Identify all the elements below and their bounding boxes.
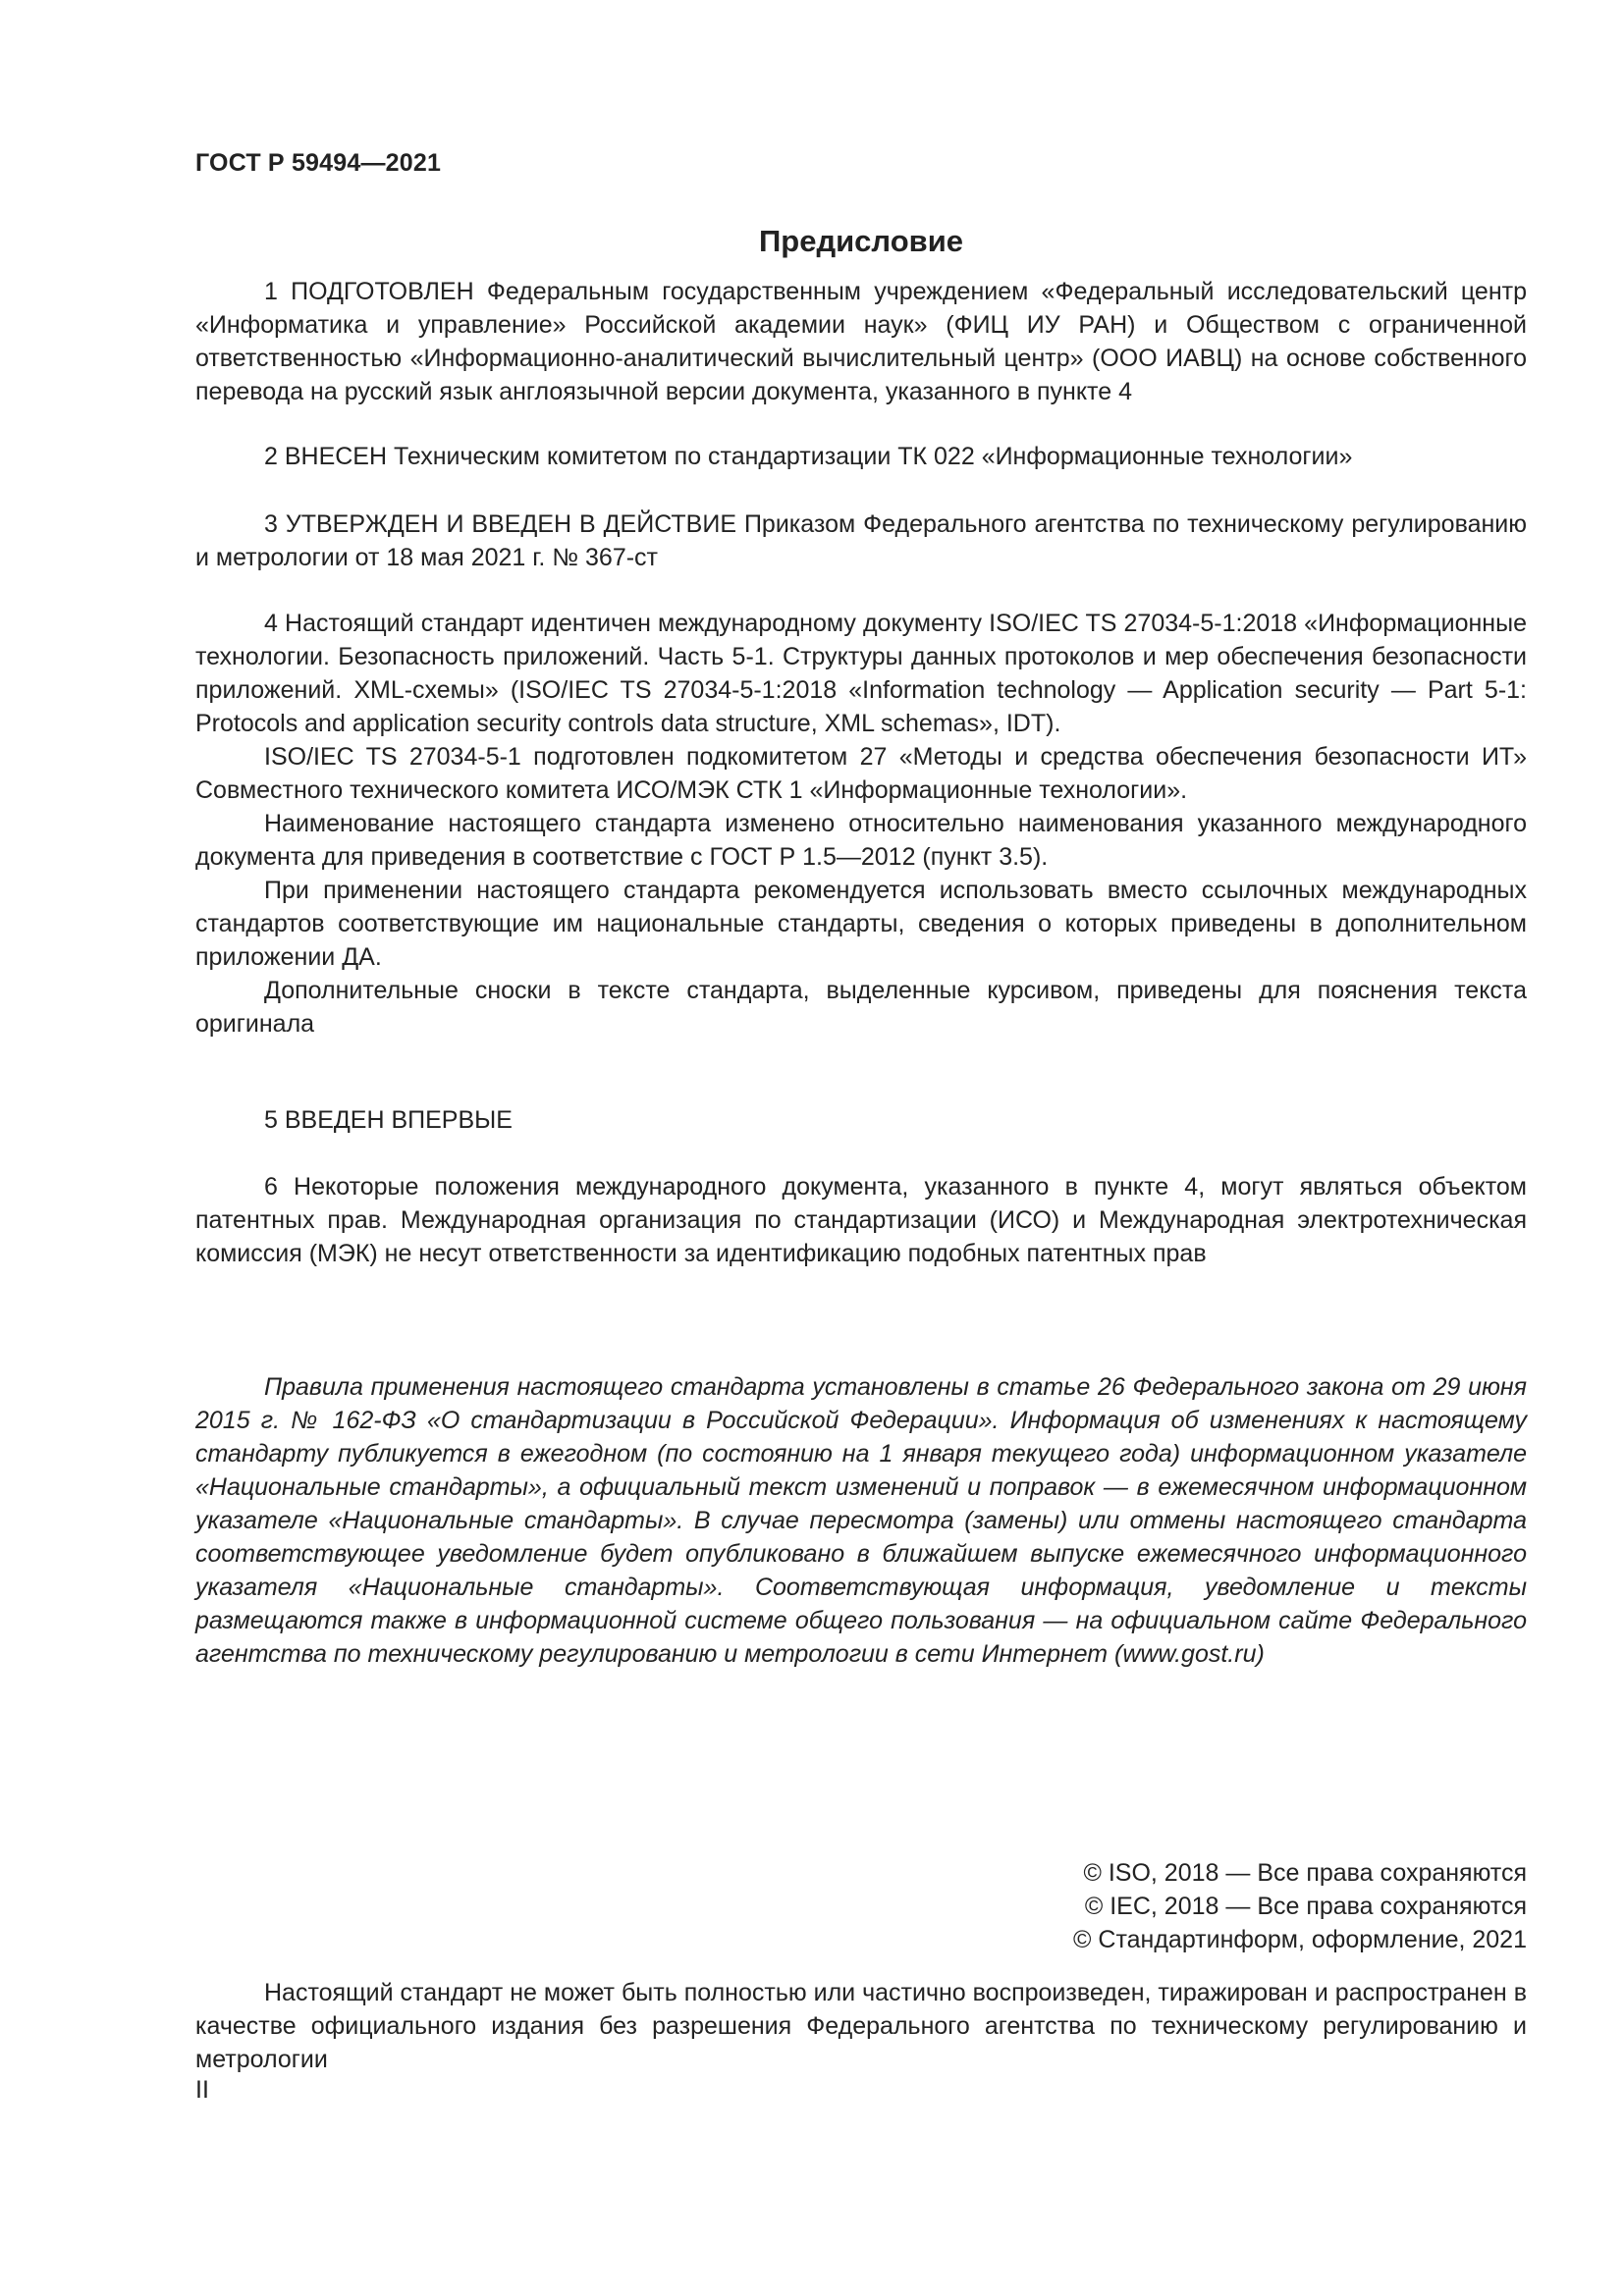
foreword-item-6 (195, 1170, 1527, 1270)
foreword-item-4 (195, 607, 1527, 1041)
page-number: II (195, 2076, 209, 2104)
paragraph: При применении настоящего стандарта рекомендуется использовать вместо ссылочных международных стандартов соответствующие им национальные стандарты, сведения о которых приведены в дополнительном приложении ДА. (195, 877, 1527, 971)
paragraph: Настоящий стандарт не может быть полностью или частично воспроизведен, тиражирован и распространен в качестве официального издания без разрешения Федерального агентства по техническому регулированию и метрологии (195, 1979, 1527, 2073)
foreword-item-1 (195, 275, 1527, 408)
foreword-item-2 (195, 440, 1527, 473)
paragraph: ISO/IEC TS 27034-5-1 подготовлен подкомитетом 27 «Методы и средства обеспечения безопасности ИТ» Совместного технического комитета ИСО/МЭК СТК 1 «Информационные технологии». (195, 743, 1527, 804)
document-page (195, 0, 1527, 2296)
copyright-line: © IEC, 2018 — Все права сохраняются (1084, 1893, 1527, 1920)
copyright-block (1073, 1856, 1527, 1956)
page-title: Предисловие (758, 224, 963, 258)
foreword-item-3 (195, 507, 1527, 574)
foreword-item-5 (195, 1103, 1527, 1137)
paragraph: Дополнительные сноски в тексте стандарта, выделенные курсивом, приведены для пояснения текста оригинала (195, 977, 1527, 1038)
reproduction-notice (195, 1976, 1527, 2076)
paragraph: Правила применения настоящего стандарта установлены в статье 26 Федерального закона от 29 июня 2015 г. № 162-ФЗ «О стандартизации в Российской Федерации». Информация об изменениях к настоящему стандарту публикуется в ежегодном (по состоянию на 1 января текущего года) информационном указателе «Национальные стандарты», а официальный текст изменений и поправок — в ежемесячном информационном указателе «Национальные стандарты». В случае пересмотра (замены) или отмены настоящего стандарта соответствующее уведомление будет опубликовано в ближайшем выпуске ежемесячного информационного указателя «Национальные стандарты». Соответствующая информация, уведомление и тексты размещаются также в информационной системе общего пользования — на официальном сайте Федерального агентства по техническому регулированию и метрологии в сети Интернет (www.gost.ru) (195, 1373, 1527, 1668)
document-number: ГОСТ Р 59494—2021 (195, 149, 442, 177)
paragraph: 1 ПОДГОТОВЛЕН Федеральным государственным учреждением «Федеральный исследовательский центр «Информатика и управление» Российской академии наук» (ФИЦ ИУ РАН) и Обществом с ограниченной ответственностью «Информационно-аналитический вычислительный центр» (ООО ИАВЦ) на основе собственного перевода на русский язык англоязычной версии документа, указанного в пункте 4 (195, 278, 1527, 405)
rules-notice (195, 1370, 1527, 1671)
copyright-line: © Стандартинформ, оформление, 2021 (1073, 1926, 1527, 1953)
paragraph: 6 Некоторые положения международного документа, указанного в пункте 4, могут являться объектом патентных прав. Международная организация по стандартизации (ИСО) и Международная электротехническая комиссия (МЭК) не несут ответственности за идентификацию подобных патентных прав (195, 1173, 1527, 1267)
paragraph: 4 Настоящий стандарт идентичен международному документу ISO/IEC TS 27034-5-1:2018 «Информационные технологии. Безопасность приложений. Часть 5-1. Структуры данных протоколов и мер обеспечения безопасности приложений. XML-схемы» (ISO/IEC TS 27034-5-1:2018 «Information technology — Application security — Part 5-1: Protocols and application security controls data structure, XML schemas», IDT). (195, 610, 1527, 737)
paragraph: 5 ВВЕДЕН ВПЕРВЫЕ (264, 1106, 513, 1134)
paragraph: Наименование настоящего стандарта изменено относительно наименования указанного международного документа для приведения в соответствие с ГОСТ Р 1.5—2012 (пункт 3.5). (195, 810, 1527, 871)
paragraph: 2 ВНЕСЕН Техническим комитетом по стандартизации ТК 022 «Информационные технологии» (264, 443, 1353, 470)
copyright-line: © ISO, 2018 — Все права сохраняются (1083, 1859, 1527, 1887)
paragraph: 3 УТВЕРЖДЕН И ВВЕДЕН В ДЕЙСТВИЕ Приказом Федерального агентства по техническому регулированию и метрологии от 18 мая 2021 г. № 367-ст (195, 510, 1527, 571)
